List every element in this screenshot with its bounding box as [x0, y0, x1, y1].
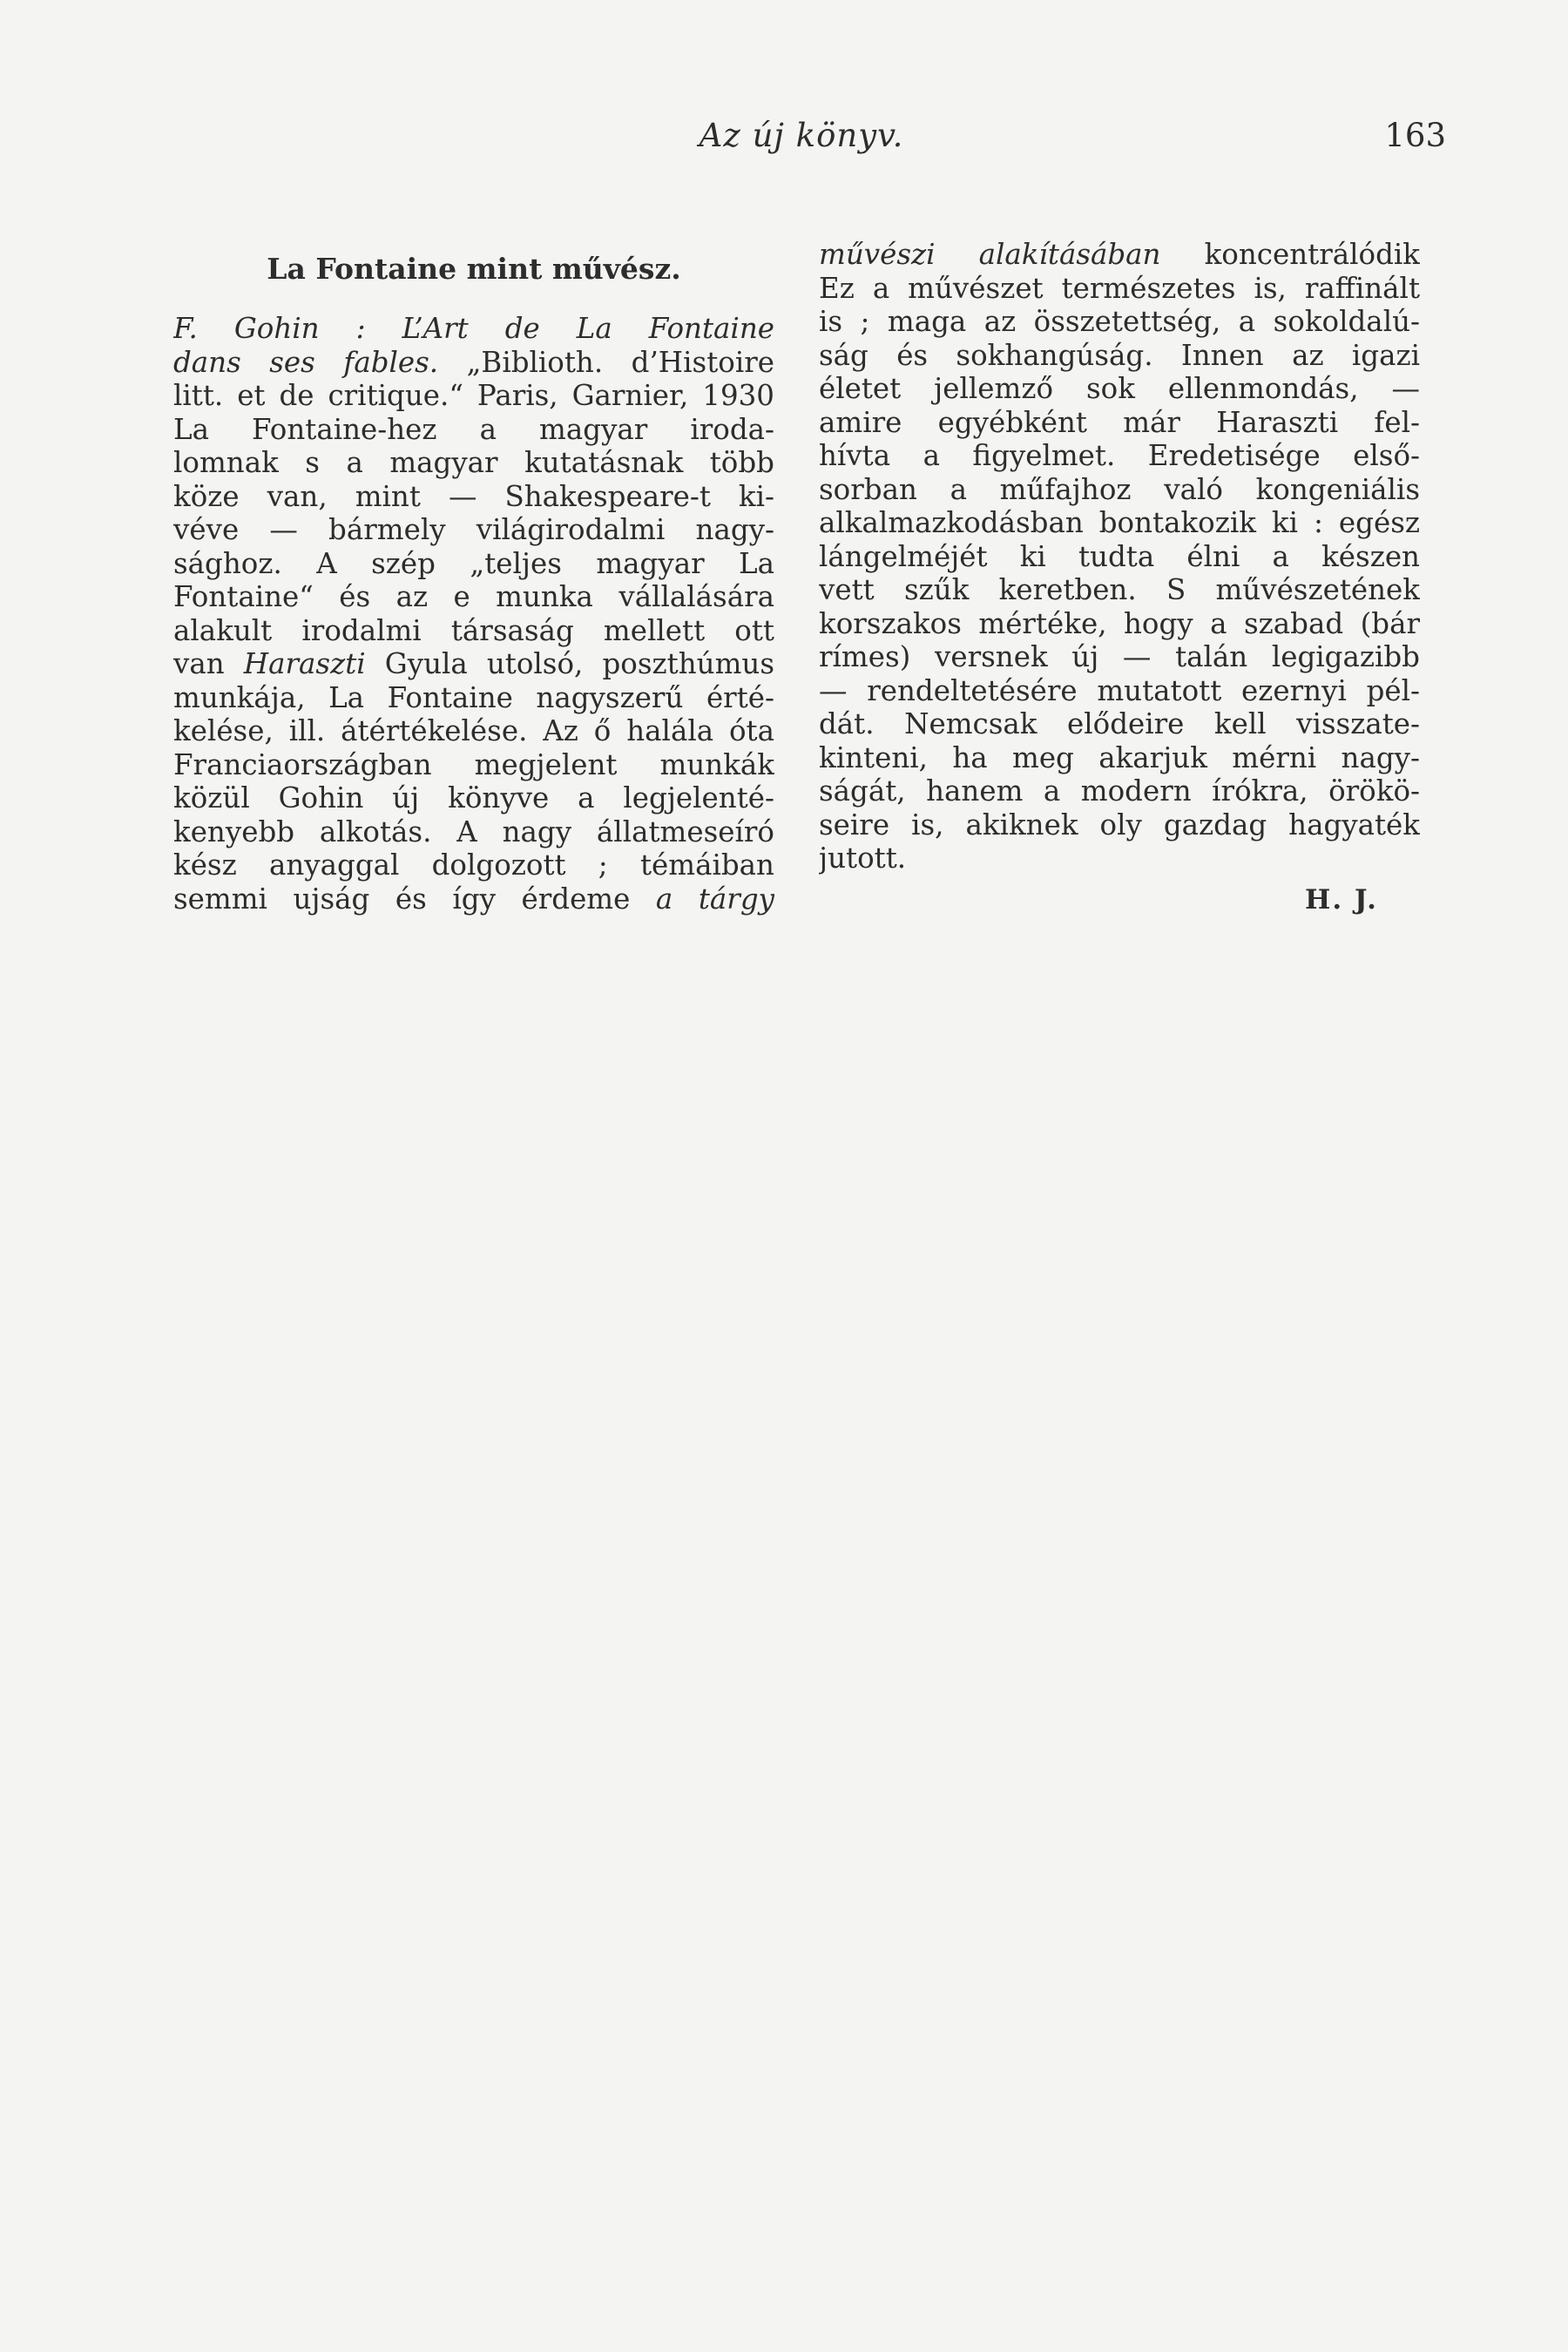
text-line: litt. et de critique.“ Paris, Garnier, 1930 — [173, 379, 774, 412]
text-line: alkalmazkodásban bontakozik ki : egész — [819, 506, 1420, 539]
text-line: ságát, hanem a modern írókra, örökö- — [819, 774, 1420, 808]
text-line: lángelméjét ki tudta élni a készen — [819, 539, 1420, 573]
text-line: művészi alakításában koncentrálódik — [819, 238, 1420, 271]
text-line: rímes) versnek új — talán legigazibb — [819, 640, 1420, 673]
text-line: véve — bármely világirodalmi nagy- — [173, 513, 774, 546]
text-line: seire is, akiknek oly gazdag hagyaték — [819, 808, 1420, 841]
text-line: munkája, La Fontaine nagyszerű érté- — [173, 680, 774, 714]
text-line: ság és sokhangúság. Innen az igazi — [819, 338, 1420, 372]
text-line: életet jellemző sok ellenmondás, — — [819, 372, 1420, 405]
text-line: kelése, ill. átértékelése. Az ő halála óta — [173, 714, 774, 747]
text-line: sorban a műfajhoz való kongeniális — [819, 472, 1420, 506]
text-line: F. Gohin : L’Art de La Fontaine — [173, 312, 774, 345]
article-title: La Fontaine mint művész. — [267, 253, 681, 286]
text-line: kinteni, ha meg akarjuk mérni nagy- — [819, 740, 1420, 774]
page-number: 163 — [1384, 117, 1446, 154]
text-line: vett szűk keretben. S művészetének — [819, 573, 1420, 606]
text-line: amire egyébként már Haraszti fel- — [819, 405, 1420, 439]
text-line: Ez a művészet természetes is, raffinált — [819, 271, 1420, 305]
text-line: dans ses fables. „Biblioth. d’Histoire — [173, 345, 774, 379]
running-head: Az új könyv. — [699, 117, 904, 154]
text-line: lomnak s a magyar kutatásnak több — [173, 446, 774, 479]
text-line: van Haraszti Gyula utolsó, poszthúmus — [173, 647, 774, 680]
text-line: Franciaországban megjelent munkák — [173, 747, 774, 781]
text-line: semmi ujság és így érdeme a tárgy — [173, 882, 774, 916]
text-line: Fontaine“ és az e munka vállalására — [173, 580, 774, 613]
text-line: alakult irodalmi társaság mellett ott — [173, 613, 774, 647]
text-line: La Fontaine-hez a magyar iroda- — [173, 412, 774, 446]
text-line: kész anyaggal dolgozott ; témáiban — [173, 848, 774, 882]
text-line: sághoz. A szép „teljes magyar La — [173, 546, 774, 580]
text-line: — rendeltetésére mutatott ezernyi pél- — [819, 673, 1420, 707]
text-line: kenyebb alkotás. A nagy állatmeseíró — [173, 814, 774, 848]
text-line: korszakos mértéke, hogy a szabad (bár — [819, 606, 1420, 640]
text-line: jutott. — [819, 841, 907, 875]
text-line: közül Gohin új könyve a legjelenté- — [173, 781, 774, 814]
text-line: dát. Nemcsak elődeire kell visszate- — [819, 707, 1420, 740]
author-signature: H. J. — [1305, 884, 1378, 916]
text-line: is ; maga az összetettség, a sokoldalú- — [819, 305, 1420, 338]
text-line: köze van, mint — Shakespeare-t ki- — [173, 479, 774, 513]
text-line: hívta a figyelmet. Eredetisége első- — [819, 439, 1420, 472]
